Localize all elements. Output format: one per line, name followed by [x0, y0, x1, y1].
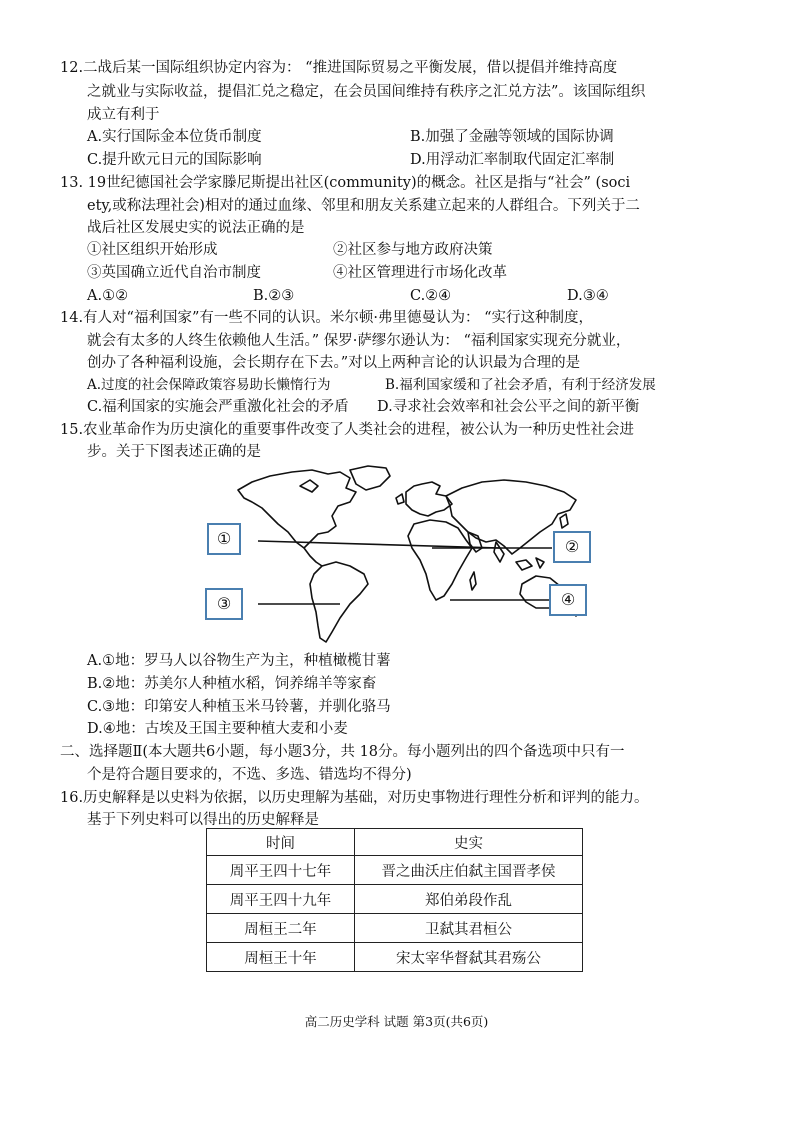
q13-option-c: C.②④	[410, 288, 452, 304]
page-footer: 高二历史学科 试题 第3页(共6页)	[304, 1014, 489, 1029]
q15-stem-line-1: 15.农业革命作为历史演化的重要事件改变了人类社会的进程，被公认为一种历史性社会进	[60, 422, 635, 438]
table-header-row	[207, 829, 583, 856]
q14-option-a: A.过度的社会保障政策容易助长懒惰行为	[87, 377, 331, 393]
q15-option-b: B.②地：苏美尔人种植水稻，饲养绵羊等家畜	[87, 676, 377, 692]
table-cell-time: 周平王四十七年	[207, 856, 355, 885]
table-header-fact: 史实	[355, 829, 583, 856]
map-label-1: ①	[216, 529, 232, 548]
q16-stem-line-2: 基于下列史料可以得出的历史解释是	[87, 812, 319, 828]
table-header-time: 时间	[207, 829, 355, 856]
south-america-outline	[310, 562, 368, 642]
q13-stem-line-3: 战后社区发展史实的说法正确的是	[87, 220, 305, 236]
q16-history-table	[206, 828, 583, 972]
q15-option-d: D.④地：古埃及王国主要种植大麦和小麦	[87, 721, 348, 737]
table-cell-fact: 晋之曲沃庄伯弑主国晋孝侯	[355, 856, 583, 885]
q14-option-d: D.寻求社会效率和社会公平之间的新平衡	[377, 399, 640, 415]
table-cell-fact: 宋太宰华督弑其君殇公	[355, 943, 583, 972]
q12-stem-line-1: 12.二战后某一国际组织协定内容为： “推进国际贸易之平衡发展，借以提倡并维持高度	[60, 60, 618, 76]
q12-option-a: A.实行国际金本位货币制度	[87, 129, 262, 145]
section-2-heading-line-1: 二、选择题Ⅱ(本大题共6小题，每小题3分，共 18分。每小题列出的四个备选项中只有一	[60, 744, 625, 760]
q13-option-a: A.①②	[87, 288, 129, 304]
map-label-2: ②	[564, 537, 580, 556]
q15-stem-line-2: 步。关于下图表述正确的是	[87, 444, 261, 460]
q13-item-3: ③英国确立近代自治市制度	[87, 265, 261, 281]
table-cell-time: 周桓王二年	[207, 914, 355, 943]
q13-item-2: ②社区参与地方政府决策	[333, 242, 493, 258]
q14-stem-line-1: 14.有人对“福利国家”有一些不同的认识。米尔顿·弗里德曼认为： “实行这种制度，	[60, 310, 594, 326]
q13-option-d: D.③④	[567, 288, 609, 304]
africa-outline	[408, 520, 472, 600]
q13-stem-line-2: ety,或称法理社会)相对的通过血缘、邻里和朋友关系建立起来的人群组合。下列关于二	[87, 198, 640, 214]
q13-item-1: ①社区组织开始形成	[87, 242, 218, 258]
q14-stem-line-2: 就会有太多的人终生依赖他人生活。” 保罗·萨缪尔逊认为： “福利国家实现充分就业，	[87, 333, 631, 349]
map-line-1	[258, 541, 500, 548]
table-row	[207, 885, 583, 914]
table-row	[207, 914, 583, 943]
q16-stem-line-1: 16.历史解释是以史料为依据，以历史理解为基础，对历史事物进行理性分析和评判的能力。	[60, 790, 649, 806]
q12-option-d: D.用浮动汇率制取代固定汇率制	[410, 152, 615, 168]
map-label-4: ④	[560, 590, 576, 609]
q15-option-a: A.①地：罗马人以谷物生产为主，种植橄榄甘薯	[87, 653, 391, 669]
q12-stem-line-3: 成立有利于	[87, 107, 160, 123]
q14-stem-line-3: 创办了各种福利设施，会长期存在下去。”对以上两种言论的认识最为合理的是	[87, 355, 581, 371]
table-cell-fact: 卫弑其君桓公	[355, 914, 583, 943]
q15-option-c: C.③地：印第安人种植玉米马铃薯，并驯化骆马	[87, 699, 391, 715]
q12-option-b: B.加强了金融等领域的国际协调	[410, 129, 614, 145]
north-america-outline	[238, 470, 356, 548]
table-row	[207, 943, 583, 972]
q12-option-c: C.提升欧元日元的国际影响	[87, 152, 262, 168]
q13-option-b: B.②③	[253, 288, 295, 304]
table-cell-fact: 郑伯弟段作乱	[355, 885, 583, 914]
world-map-figure	[200, 462, 600, 647]
q14-option-c: C.福利国家的实施会严重激化社会的矛盾	[87, 399, 349, 415]
q13-stem-line-1: 13. 19世纪德国社会学家滕尼斯提出社区(community)的概念。社区是指与“社会” (soci	[60, 175, 631, 191]
map-label-3: ③	[216, 594, 232, 613]
table-cell-time: 周平王四十九年	[207, 885, 355, 914]
section-2-heading-line-2: 个是符合题目要求的，不选、多选、错选均不得分)	[87, 767, 412, 783]
greenland-outline	[350, 466, 390, 490]
table-row	[207, 856, 583, 885]
q12-stem-line-2: 之就业与实际收益，提倡汇兑之稳定，在会员国间维持有秩序之汇兑方法”。该国际组织	[87, 84, 646, 100]
europe-outline	[406, 482, 452, 516]
q14-option-b: B.福利国家缓和了社会矛盾，有利于经济发展	[385, 377, 656, 393]
table-cell-time: 周桓王十年	[207, 943, 355, 972]
q13-item-4: ④社区管理进行市场化改革	[333, 265, 507, 281]
